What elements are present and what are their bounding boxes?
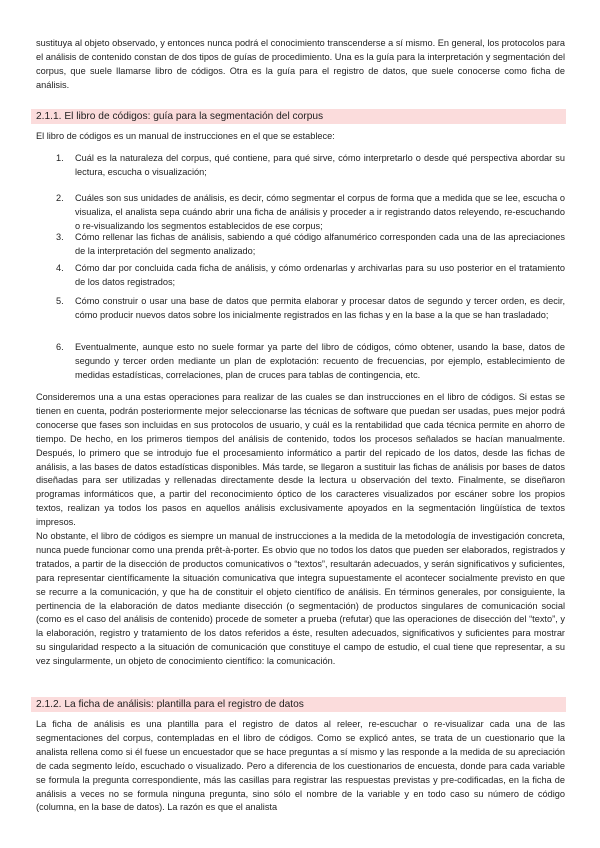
section2-paragraph: La ficha de análisis es una plantilla para el registro de datos al releer, re-escuchar o re-visualizar cada una de las segmentaciones del corpus, contempladas en el libro de códigos. Como se explicó antes, se trata de un cuestionario que la analista rellena como si él fuese un encuestador que se hace preguntas a sí mismo y las responde a la medida de su apreciación de cada segmento leído, escuchado o visualizado. Pero a diferencia de los cuestionarios de encuesta, donde para cada variable se formula la pregunta correspondiente, más las casillas para registrar las respuestas previstas y pre-codificadas, en la ficha de análisis a veces no se formula ninguna pregunta, sino sólo el nombre de la variable y en todo caso su número de código (columna, en la base de datos). La razón es que el analista [36, 719, 565, 813]
section-heading-2-1-2: 2.1.2. La ficha de análisis: plantilla para el registro de datos [31, 697, 566, 712]
list-item-number: 2. [56, 193, 64, 203]
list-item-number: 3. [56, 232, 64, 242]
list-item-number: 6. [56, 342, 64, 352]
list-item-number: 1. [56, 153, 64, 163]
list-item-text: Cómo dar por concluida cada ficha de análisis, y cómo ordenarlas y archivarlas para su uso posterior en el tratamiento de los datos registrados; [75, 263, 565, 287]
list-item-text: Cómo construir o usar una base de datos que permita elaborar y procesar datos de segundo y tercer orden, es decir, cómo producir nuevos datos sobre los inicialmente registrados en las fichas y en la base a la que se han trasladado; [75, 296, 565, 320]
section1-paragraph-2: No obstante, el libro de códigos es siempre un manual de instrucciones a la medida de la metodología de investigación concreta, nunca puede funcionar como una prenda prêt-à-porter. Es obvio que no todos los datos que pueden ser elaborados, registrados y tratados, a partir de la disección de productos comunicativos o “textos”, resultarán adecuados, y serán significativos y suficientes, para representar científicamente la situación comunicativa que integra supuestamente el acontecer socialmente previsto en que se recurre a la comunicación, y que ha de constituir el objeto científico de análisis. En términos generales, por consiguiente, la pertinencia de la elaboración de datos mediante disección (o segmentación) de productos singulares de comunicación social (como es el caso del análisis de contenido) procede de someter a prueba (refutar) que las operaciones de disección del “texto”, y la elaboración, registro y tratamiento de los datos referidos a éste, resulten adecuados, significativos y suficientes para mostrar su singularidad respecto a la situación de comunicación que constituye el campo de estudio, el cual tiene que representar, a su vez singularmente, un objeto de conocimiento científico: la comunicación. [36, 531, 565, 667]
section1-lead: El libro de códigos es un manual de instrucciones en el que se establece: [36, 131, 335, 141]
list-item-number: 5. [56, 296, 64, 306]
section-heading-2-1-1: 2.1.1. El libro de códigos: guía para la segmentación del corpus [31, 109, 566, 124]
list-item-number: 4. [56, 263, 64, 273]
list-item-text: Cuál es la naturaleza del corpus, qué contiene, para qué sirve, cómo interpretarlo o desde qué perspectiva abordar su lectura, escucha o visualización; [75, 153, 565, 177]
intro-paragraph: sustituya al objeto observado, y entonces nunca podrá el conocimiento transcenderse a sí mismo. En general, los protocolos para el análisis de contenido constan de dos tipos de guías de procedimiento. Una es la guía para la interpretación y segmentación del corpus, que suele llamarse libro de códigos. Otra es la guía para el registro de datos, que suele conocerse como ficha de análisis. [36, 38, 565, 90]
section1-paragraph-1: Consideremos una a una estas operaciones para realizar de las cuales se dan instrucciones en el libro de códigos. Si estas se tienen en cuenta, podrán posteriormente mejor seleccionarse las técnicas de software que puedan ser usadas, pues mejor podrá conocerse que fases son incluidas en sus protocolos de usuario, y cuál es la rentabilidad que cada técnica permite en ahorro de tiempo. De hecho, en los primeros tiempos del análisis de contenido, todos los procesos señalados se hacían manualmente. Después, lo primero que se introdujo fue el procesamiento informático a partir del repicado de los datos, desde las fichas de análisis, a las bases de datos estadísticas disponibles. Más tarde, se llegaron a sustituir las fichas de análisis por bases de datos diseñadas para ser utilizadas y rellenadas directamente desde la lectura u observación del texto. Finalmente, se diseñaron programas informáticos que, a partir del reconocimiento óptico de los caracteres visualizados por escáner sobre los propios textos, realizan ya todos los pasos en aquellos análisis exclusivamente apoyados en la segmentación lingüística de textos impresos. [36, 392, 565, 528]
list-item-text: Eventualmente, aunque esto no suele formar ya parte del libro de códigos, cómo obtener, usando la base, datos de segundo y tercer orden mediante un plan de explotación: recuento de frecuencias, por ejemplo, establecimiento de medidas estadísticas, correlaciones, plan de cruces para tablas de contingencia, etc. [75, 342, 565, 380]
list-item-text: Cuáles son sus unidades de análisis, es decir, cómo segmentar el corpus de forma que a medida que se lee, escucha o visualiza, el analista sepa cuándo abrir una ficha de análisis y proceder a ir registrando datos releyendo, re-escuchando o re-visualizando los segmentos establecidos de ese corpus; [75, 193, 565, 231]
list-item-text: Cómo rellenar las fichas de análisis, sabiendo a qué código alfanumérico corresponden cada una de las apreciaciones de la interpretación del segmento analizado; [75, 232, 565, 256]
